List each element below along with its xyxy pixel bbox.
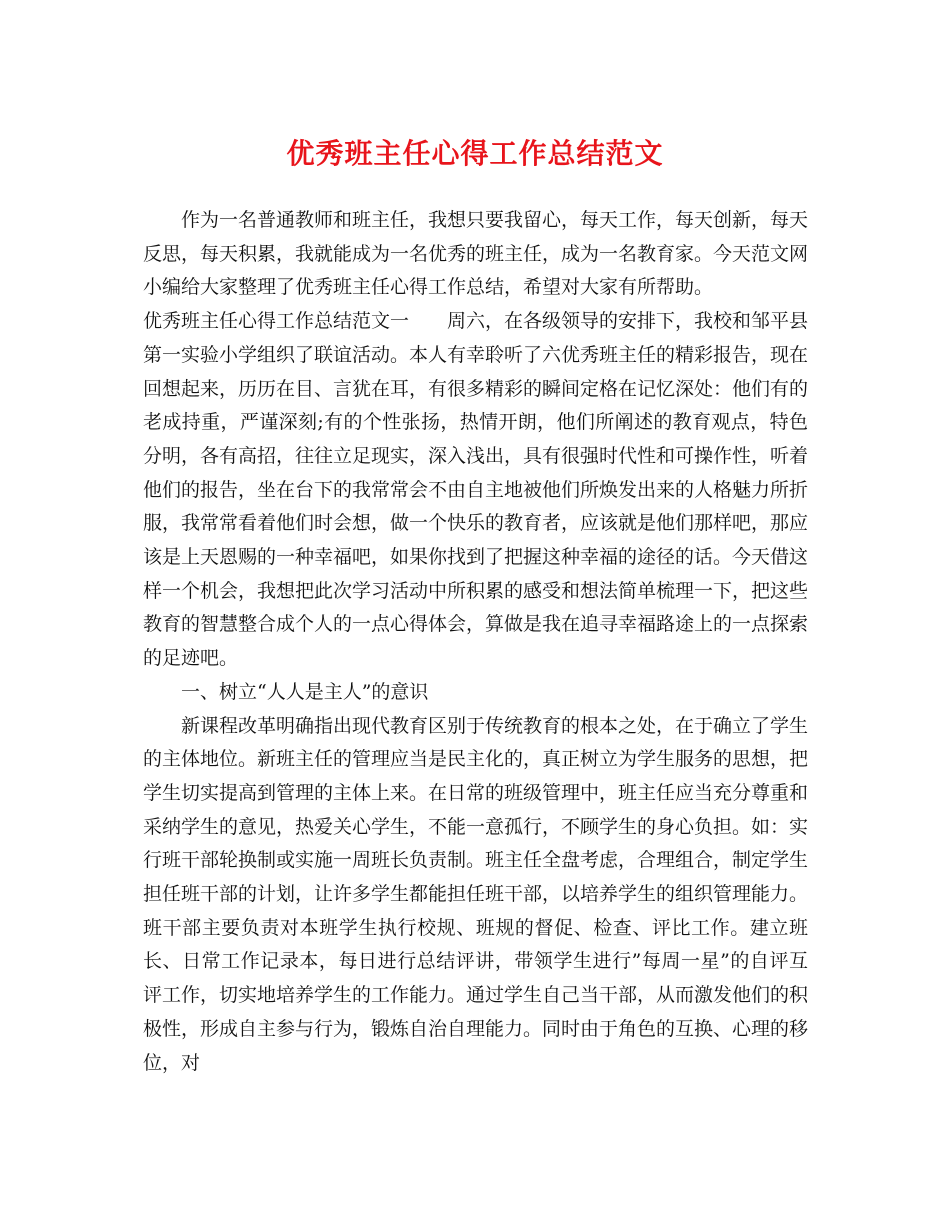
document-title: 优秀班主任心得工作总结范文 bbox=[286, 137, 664, 170]
section-heading-1: 一、树立“人人是主人”的意识 bbox=[181, 680, 429, 703]
intro-paragraph: 作为一名普通教师和班主任，我想只要我留心，每天工作，每天创新，每天反思，每天积累，我就能成为一名优秀的班主任，成为一名教育家。今天范文网小编给大家整理了优秀班主任心得工作总结，希望对大家有所帮助。 bbox=[143, 209, 809, 299]
essay-one-paragraph: 优秀班主任心得工作总结范文一 周六，在各级领导的安排下，我校和邹平县第一实验小学组织了联谊活动。本人有幸聆听了六优秀班主任的精彩报告，现在回想起来，历历在目、言犹在耳，有很多精彩的瞬间定格在记忆深处：他们有的老成持重，严谨深刻;有的个性张扬，热情开朗，他们所阐述的教育观点，特色分明，各有高招，往往立足现实，深入浅出，具有很强时代性和可操作性，听着他们的报告，坐在台下的我常常会不由自主地被他们所焕发出来的人格魅力所折服，我常常看着他们时会想，做一个快乐的教育者，应该就是他们那样吧，那应该是上天恩赐的一种幸福吧，如果你找到了把握这种幸福的途径的话。今天借这样一个机会，我想把此次学习活动中所积累的感受和想法简单梳理一下，把这些教育的智慧整合成个人的一点心得体会，算做是我在追寻幸福路途上的一点探索的足迹吧。 bbox=[143, 310, 809, 670]
document-body bbox=[143, 204, 808, 1080]
section-1-paragraph: 新课程改革明确指出现代教育区别于传统教育的根本之处，在于确立了学生的主体地位。新班主任的管理应当是民主化的，真正树立为学生服务的思想，把学生切实提高到管理的主体上来。在日常的班级管理中，班主任应当充分尊重和采纳学生的意见，热爱关心学生，不能一意孤行，不顾学生的身心负担。如：实行班干部轮换制或实施一周班长负责制。班主任全盘考虑，合理组合，制定学生担任班干部的计划，让许多学生都能担任班干部，以培养学生的组织管理能力。班干部主要负责对本班学生执行校规、班规的督促、检查、评比工作。建立班长、日常工作记录本，每日进行总结评讲，带领学生进行”每周一星”的自评互评工作，切实地培养学生的工作能力。通过学生自己当干部，从而激发他们的积极性，形成自主参与行为，锻炼自治自理能力。同时由于角色的互换、心理的移位，对 bbox=[143, 714, 809, 1074]
